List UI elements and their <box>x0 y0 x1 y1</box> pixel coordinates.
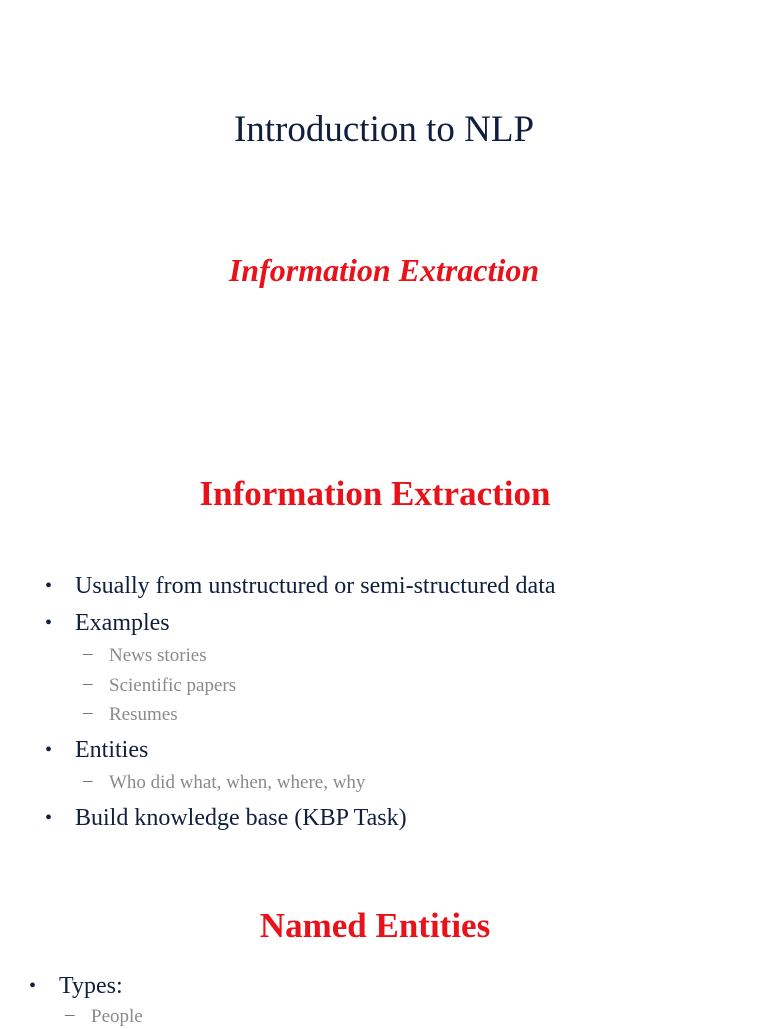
bullet-marker: • <box>45 807 53 829</box>
bullet-marker: • <box>45 575 53 597</box>
sub-bullet-text: Resumes <box>109 704 178 725</box>
dash-marker: – <box>83 673 93 694</box>
sub-bullet-text: People <box>91 1006 143 1027</box>
slide-subtitle: Information Extraction <box>228 252 540 288</box>
sub-bullet-text: Who did what, when, where, why <box>109 772 366 793</box>
sub-bullet-text: Scientific papers <box>109 675 237 696</box>
dash-marker: – <box>65 1004 75 1025</box>
sub-bullet-item <box>83 770 366 795</box>
bullet-item <box>29 971 123 1001</box>
bullet-marker: • <box>45 739 53 761</box>
slide-title: Introduction to NLP <box>233 109 535 150</box>
bullet-item <box>45 608 170 638</box>
section-title-named-entities: Named Entities <box>259 906 491 945</box>
bullet-text: Build knowledge base (KBP Task) <box>75 805 407 831</box>
sub-bullet-text: News stories <box>109 645 207 666</box>
bullet-text: Examples <box>75 610 170 636</box>
bullet-marker: • <box>29 975 37 997</box>
bullet-marker: • <box>45 612 53 634</box>
sub-bullet-item <box>65 1004 143 1029</box>
bullet-item <box>45 571 556 601</box>
sub-bullet-item <box>83 702 178 727</box>
dash-marker: – <box>83 702 93 723</box>
dash-marker: – <box>83 643 93 664</box>
bullet-text: Entities <box>75 737 149 763</box>
section-title-information-extraction: Information Extraction <box>199 474 551 513</box>
dash-marker: – <box>83 770 93 791</box>
bullet-text: Usually from unstructured or semi-structured data <box>75 573 556 599</box>
sub-bullet-item <box>83 673 237 698</box>
bullet-text: Types: <box>59 973 123 999</box>
bullet-item <box>45 803 407 833</box>
bullet-item <box>45 735 149 765</box>
sub-bullet-item <box>83 643 207 668</box>
